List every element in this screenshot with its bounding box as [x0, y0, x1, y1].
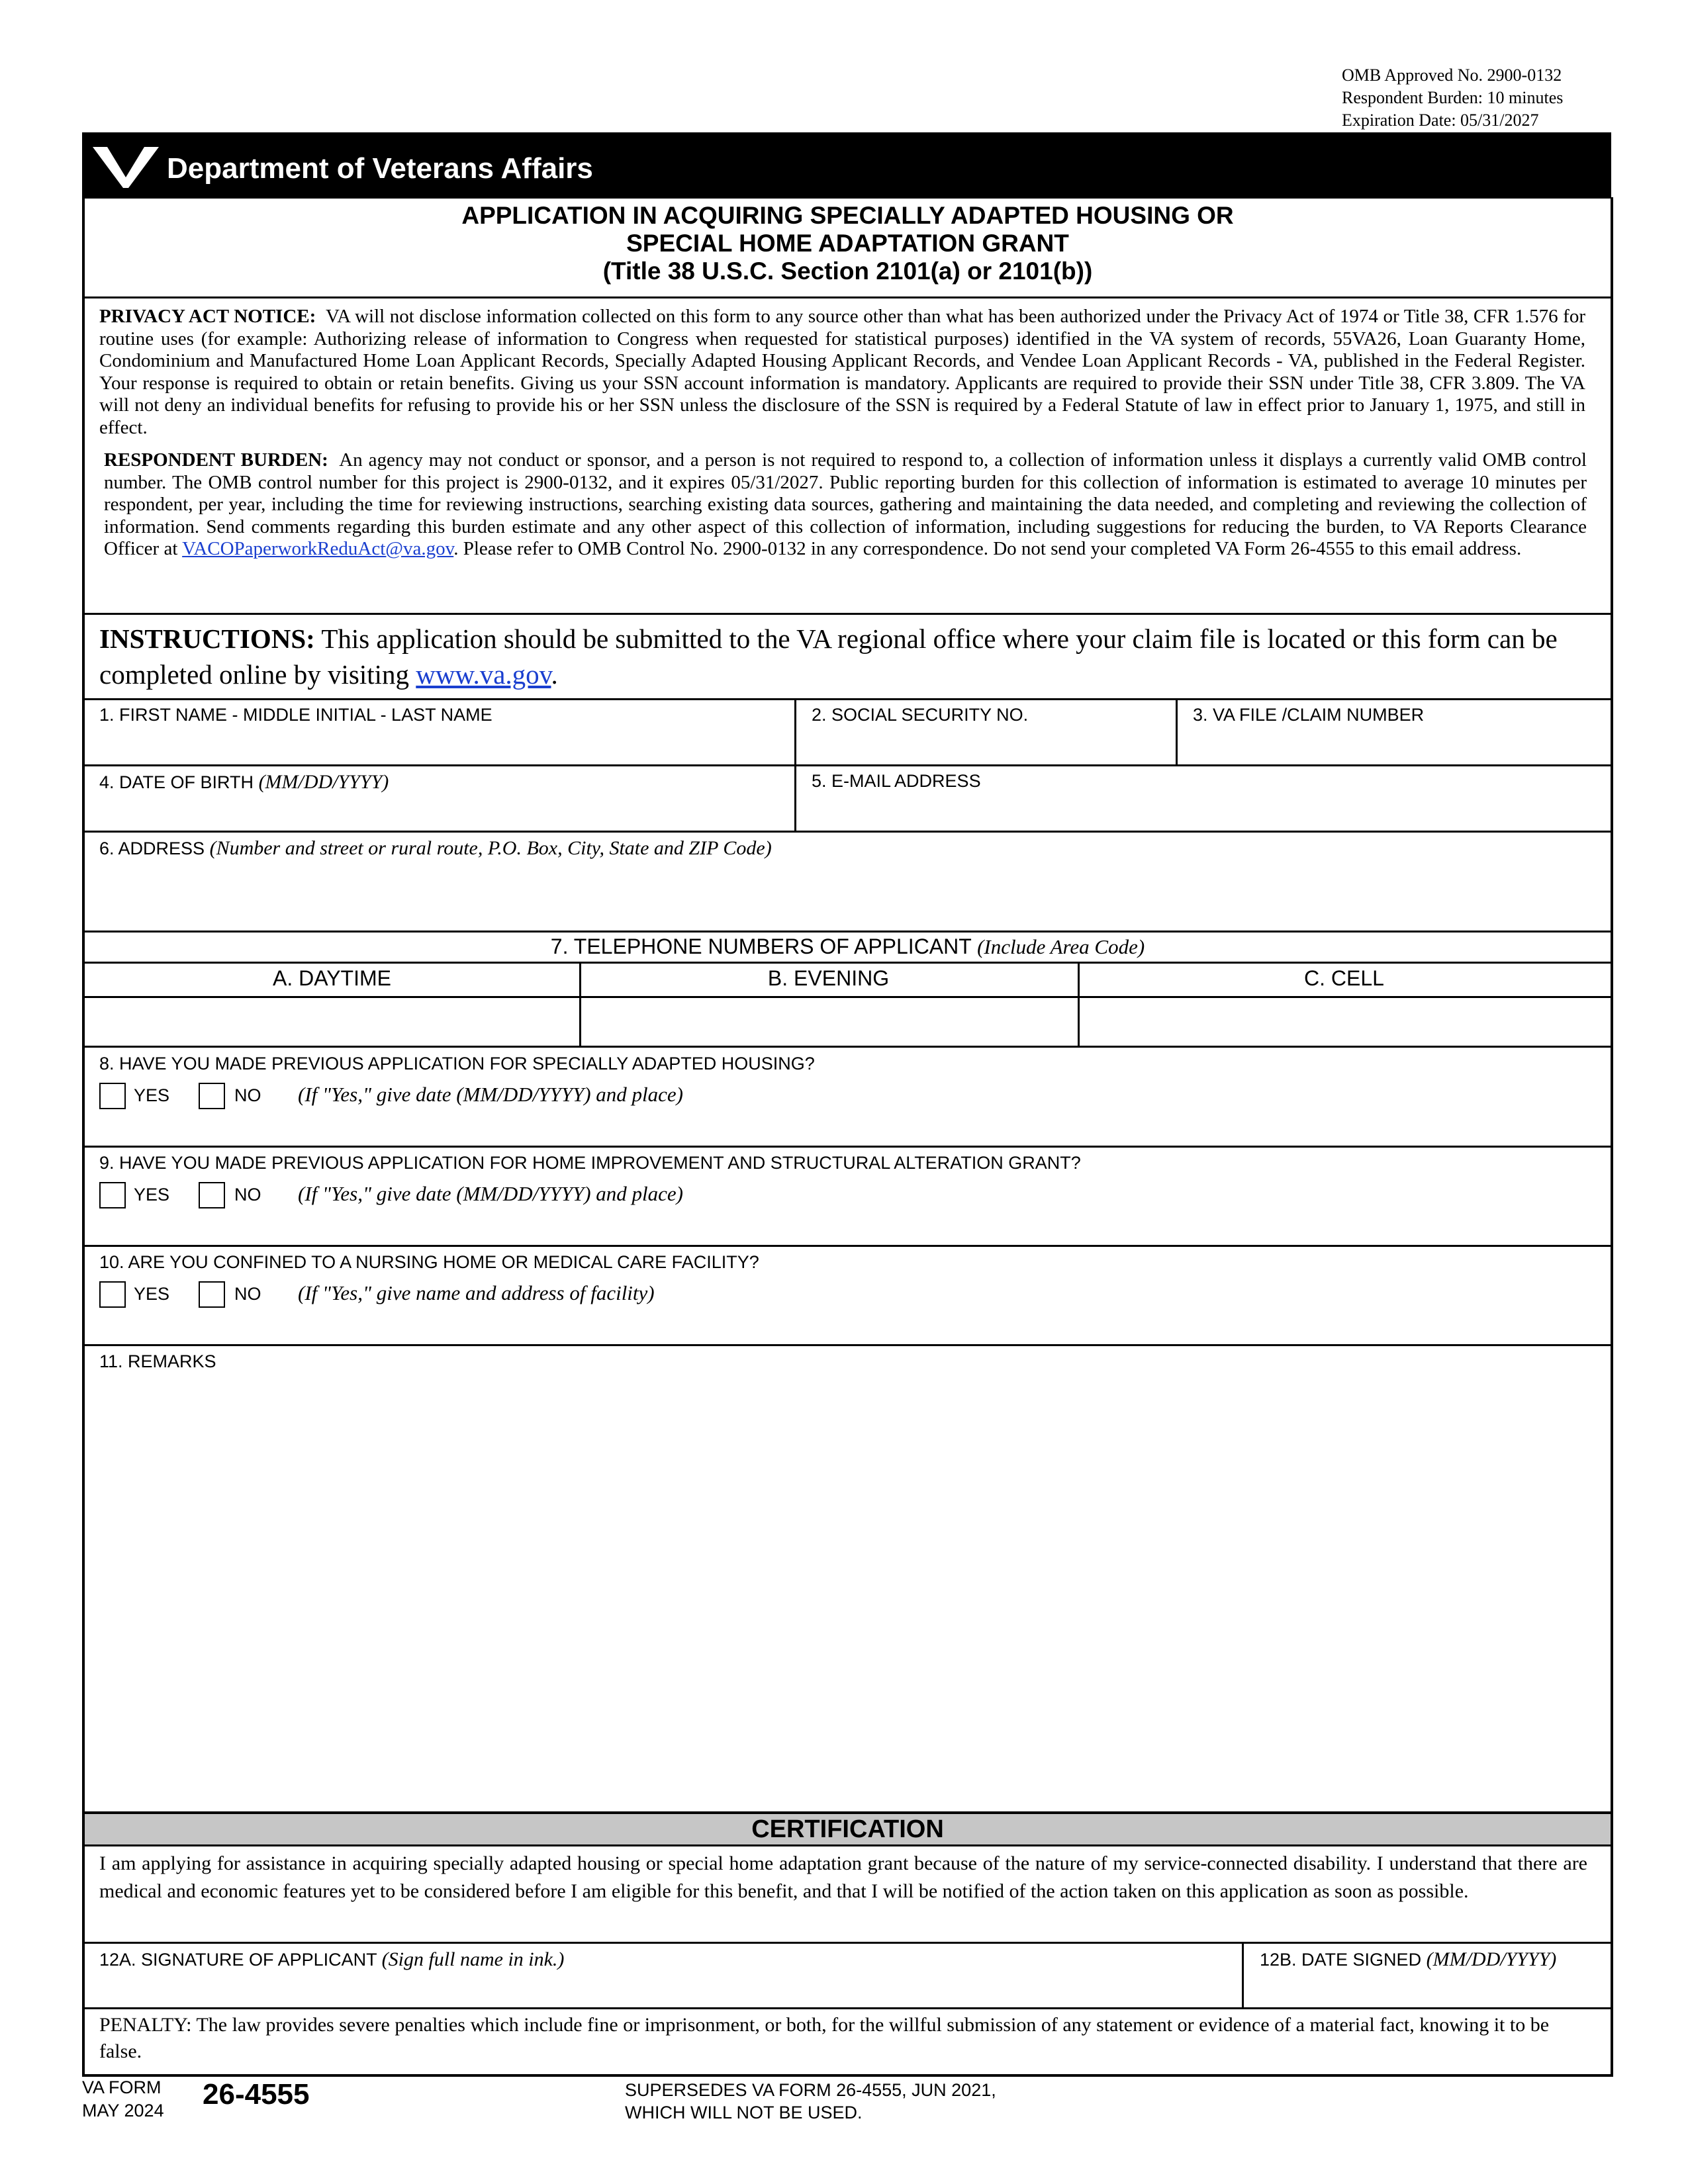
q9-details-input[interactable] [86, 1214, 1605, 1242]
footer-form-date: MAY 2024 [82, 2101, 164, 2120]
telephone-hint: (Include Area Code) [977, 935, 1145, 958]
cell-label: C. CELL [1304, 966, 1384, 990]
email-input[interactable] [798, 794, 1606, 829]
claim-number-input[interactable] [1182, 728, 1606, 762]
address-label-text: 6. ADDRESS [99, 839, 205, 858]
certification-heading: CERTIFICATION [85, 1814, 1611, 1844]
telephone-heading [85, 934, 1611, 959]
signature-label-text: 12A. SIGNATURE OF APPLICANT [99, 1950, 377, 1970]
q8-details-input[interactable] [86, 1115, 1605, 1143]
instructions-text: This application should be submitted to the VA regional office where your claim file is located or this form can be completed online by visiting [99, 623, 1558, 690]
remarks-label: 11. REMARKS [99, 1351, 216, 1371]
q9-no-checkbox[interactable] [199, 1182, 225, 1208]
omb-expiration: Expiration Date: 05/31/2027 [1342, 111, 1539, 130]
q10-yes-label: YES [134, 1284, 170, 1304]
field-dob-label [99, 771, 389, 794]
q10-label: 10. ARE YOU CONFINED TO A NURSING HOME OR MEDICAL CARE FACILITY? [99, 1252, 759, 1272]
footer-supersedes-line1: SUPERSEDES VA FORM 26-4555, JUN 2021, [625, 2080, 996, 2100]
signature-input[interactable] [86, 1972, 1238, 2004]
signature-label [99, 1948, 564, 1971]
field-claim-label: 3. VA FILE /CLAIM NUMBER [1193, 705, 1425, 725]
field-address-label [99, 837, 772, 860]
title-line2: SPECIAL HOME ADAPTATION GRANT [626, 230, 1069, 257]
footer-form-label: VA FORM [82, 2077, 162, 2097]
omb-approved: OMB Approved No. 2900-0132 [1342, 66, 1562, 85]
header-bar [82, 132, 1611, 199]
q10-no-checkbox[interactable] [199, 1281, 225, 1308]
title-line1: APPLICATION IN ACQUIRING SPECIALLY ADAPTED HOUSING OR [461, 202, 1234, 229]
q8-yes-label: YES [134, 1085, 170, 1105]
address-input[interactable] [86, 864, 1605, 929]
burden-text: An agency may not conduct or sponsor, and a person is not required to respond to, a collection of information unless it displays a currently valid OMB control number. The OMB control number for this project is 2900-0132, and it expires 05/31/2027. Public reporting burden for this collection of information is estimated to average 10 minutes per respondent, per year, including the time for reviewing instructions, searching existing data sources, gathering and maintaining the data needed, and completing and reviewing the collection of information. Send comments regarding this burden estimate and any other aspect of this collection of information, including suggestions for reducing the burden, to VA Reports Clearance Officer at [104, 449, 1587, 559]
q10-no-label: NO [234, 1284, 261, 1304]
instructions [99, 621, 1599, 692]
date-signed-hint: (MM/DD/YYYY) [1426, 1948, 1557, 1970]
q9-no-label: NO [234, 1185, 261, 1205]
q9-yes-label: YES [134, 1185, 170, 1205]
burden-text-end: . Please refer to OMB Control No. 2900-0132 in any correspondence. Do not send your completed VA Form 26-4555 to this email address. [453, 538, 1522, 559]
privacy-text: VA will not disclose information collected on this form to any source other than what has been authorized under the Privacy Act of 1974 or Title 38, CFR 1.576 for routine uses (for example: Authorizing release of information to Congress when requested for statistical purposes) identified in the VA system of records, 55VA26, Loan Guaranty Home, Condominium and Manufactured Home Loan Applicant Records, Specially Adapted Housing Applicant Records, and Vendee Loan Applicant Records - VA, published in the Federal Register. Your response is required to obtain or retain benefits. Giving us your SSN account information is mandatory. Applicants are required to provide their SSN under Title 38, CFR 3.809. The VA will not deny an individual benefits for refusing to provide his or her SSN unless the disclosure of the SSN is required by a Federal Statute of law in effect prior to January 1, 1975, and still in effect. [99, 306, 1585, 438]
q10-hint: (If "Yes," give name and address of facility) [298, 1281, 655, 1304]
instructions-end: . [551, 659, 558, 690]
omb-block [1342, 64, 1563, 132]
name-input[interactable] [86, 728, 791, 762]
footer-supersedes-line2: WHICH WILL NOT BE USED. [625, 2103, 863, 2122]
field-email-label: 5. E-MAIL ADDRESS [812, 771, 981, 791]
evening-phone-input[interactable] [583, 999, 1076, 1042]
date-signed-input[interactable] [1248, 1972, 1606, 2004]
daytime-label: A. DAYTIME [273, 966, 391, 990]
burden-heading: RESPONDENT BURDEN: [104, 449, 328, 471]
signature-hint: (Sign full name in ink.) [381, 1948, 565, 1970]
field-ssn-label: 2. SOCIAL SECURITY NO. [812, 705, 1029, 725]
penalty-text: PENALTY: The law provides severe penalties which include fine or imprisonment, or both, for the willful submission of any statement or evidence of a material fact, knowing it to be false. [99, 2014, 1550, 2062]
privacy-heading: PRIVACY ACT NOTICE: [99, 306, 316, 327]
certification-text: I am applying for assistance in acquiring specially adapted housing or special home adaptation grant because of the nature of my service-connected disability. I understand that there are medical and economic features yet to be considered before I am eligible for this benefit, and that I will be notified of the action taken on this application as soon as possible. [99, 1852, 1587, 1902]
form-title [85, 202, 1611, 285]
q8-label: 8. HAVE YOU MADE PREVIOUS APPLICATION FOR SPECIALLY ADAPTED HOUSING? [99, 1054, 815, 1073]
va-gov-link[interactable]: www.va.gov [416, 659, 551, 690]
q9-label: 9. HAVE YOU MADE PREVIOUS APPLICATION FOR HOME IMPROVEMENT AND STRUCTURAL ALTERATION GRANT? [99, 1153, 1081, 1173]
date-signed-label-text: 12B. DATE SIGNED [1260, 1950, 1422, 1970]
dob-label-text: 4. DATE OF BIRTH [99, 772, 254, 792]
date-signed-label [1260, 1948, 1556, 1971]
dob-input[interactable] [86, 794, 791, 829]
cell-phone-input[interactable] [1082, 999, 1606, 1042]
q8-no-label: NO [234, 1085, 261, 1105]
field-name-label: 1. FIRST NAME - MIDDLE INITIAL - LAST NAME [99, 705, 492, 725]
q9-hint: (If "Yes," give date (MM/DD/YYYY) and place) [298, 1182, 683, 1205]
telephone-label: 7. TELEPHONE NUMBERS OF APPLICANT [550, 934, 972, 958]
respondent-burden [104, 449, 1587, 561]
omb-burden: Respondent Burden: 10 minutes [1342, 88, 1564, 107]
burden-email-link[interactable]: VACOPaperworkReduAct@va.gov [182, 538, 454, 559]
va-logo-icon [87, 138, 164, 193]
q8-hint: (If "Yes," give date (MM/DD/YYYY) and place) [298, 1083, 683, 1106]
q10-details-input[interactable] [86, 1314, 1605, 1342]
evening-label: B. EVENING [767, 966, 890, 990]
q8-no-checkbox[interactable] [199, 1083, 225, 1109]
q8-yes-checkbox[interactable] [99, 1083, 126, 1109]
instructions-heading: INSTRUCTIONS: [99, 623, 315, 654]
footer-va-form [82, 2076, 164, 2122]
q10-yes-checkbox[interactable] [99, 1281, 126, 1308]
dob-hint: (MM/DD/YYYY) [258, 771, 389, 793]
remarks-input[interactable] [86, 1377, 1605, 1807]
q9-yes-checkbox[interactable] [99, 1182, 126, 1208]
daytime-phone-input[interactable] [86, 999, 576, 1042]
title-line3: (Title 38 U.S.C. Section 2101(a) or 2101(b)) [602, 257, 1093, 285]
privacy-notice [99, 306, 1585, 439]
ssn-input[interactable] [798, 728, 1176, 762]
address-hint: (Number and street or rural route, P.O. Box, City, State and ZIP Code) [209, 837, 772, 859]
footer-supersedes [625, 2079, 996, 2124]
footer-form-number: 26-4555 [203, 2078, 310, 2111]
agency-name: Department of Veterans Affairs [167, 152, 593, 185]
